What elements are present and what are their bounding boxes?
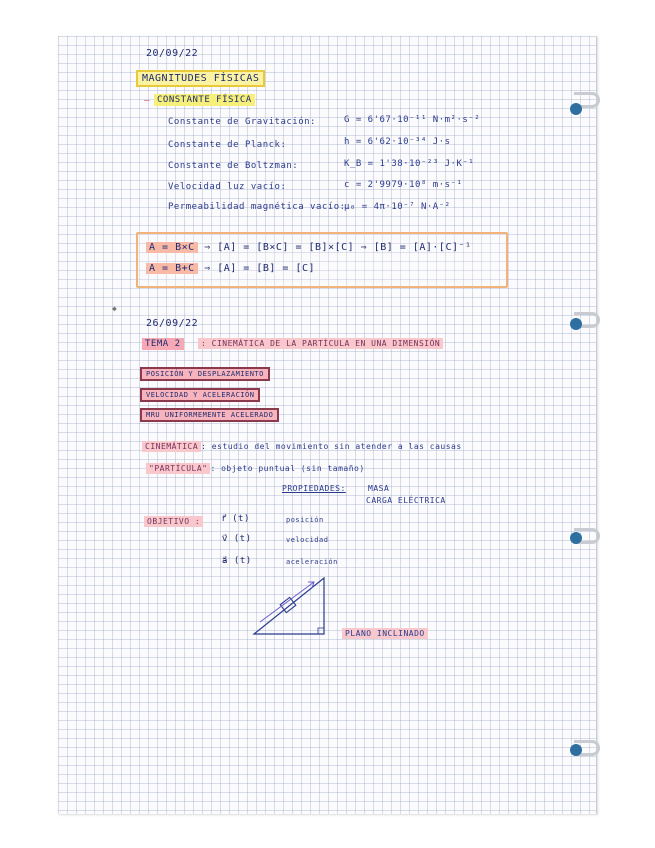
margin-mark: ◆ (112, 304, 118, 313)
subtitle: CONSTANTE FÍSICA (154, 94, 255, 106)
incline-triangle (254, 578, 324, 634)
binder-hole-4 (570, 744, 582, 756)
property-1: MASA (368, 484, 390, 493)
constant-name-3: Velocidad luz vacío: (168, 182, 287, 192)
section-box-3: MRU UNIFORMEMENTE ACELERADO (140, 408, 279, 422)
properties-label: PROPIEDADES: (282, 484, 346, 493)
right-angle-mark (318, 628, 324, 634)
inclined-plane-diagram (248, 574, 334, 638)
date-2: 26/09/22 (146, 318, 199, 329)
topic-label: TEMA 2 (142, 338, 184, 350)
constant-name-2: Constante de Boltzman: (168, 161, 299, 171)
plane-label: PLANO INCLINADO (342, 628, 428, 639)
objetivo-symbol-0: r⃗ (t) (222, 514, 250, 524)
definition-2-text: : objeto puntual (sin tamaño) (210, 464, 365, 473)
definition-2-term: "PARTÍCULA" (146, 463, 210, 474)
constant-value-0: G = 6'67·10⁻¹¹ N·m²·s⁻² (344, 115, 481, 125)
constant-value-1: h = 6'62·10⁻³⁴ J·s (344, 137, 451, 147)
constant-name-4: Permeabilidad magnética vacío: (168, 202, 346, 212)
objetivo-meaning-1: velocidad (286, 536, 329, 544)
formula-line-2 (146, 263, 315, 274)
binder-hole-2 (570, 318, 582, 330)
constant-name-1: Constante de Planck: (168, 140, 287, 150)
section-box-2: VELOCIDAD Y ACELERACIÓN (140, 388, 260, 402)
formula-1-label: A = B×C (146, 242, 198, 253)
objetivo-meaning-2: aceleración (286, 558, 338, 566)
objetivo-symbol-2: a⃗ (t) (222, 556, 252, 566)
binder-hole-1 (570, 103, 582, 115)
formula-line-1 (146, 242, 472, 253)
velocity-arrow (260, 582, 314, 622)
objetivo-meaning-0: posición (286, 516, 324, 524)
constant-value-2: K_B = 1'38·10⁻²³ J·K⁻¹ (344, 159, 475, 169)
formula-2-rest: ⇒ [A] = [B] = [C] (204, 263, 316, 274)
section-box-1: POSICIÓN Y DESPLAZAMIENTO (140, 367, 270, 381)
objetivo-label: OBJETIVO : (144, 516, 203, 527)
constant-value-3: c = 2'9979·10⁸ m·s⁻¹ (344, 180, 463, 190)
definition-2 (146, 464, 365, 473)
subtitle-bullet: – (144, 96, 150, 106)
binder-hole-3 (570, 532, 582, 544)
date-1: 20/09/22 (146, 48, 199, 59)
definition-1 (142, 442, 462, 451)
topic-title: : CINEMÁTICA DE LA PARTÍCULA EN UNA DIMENSIÓN (198, 338, 443, 349)
definition-1-term: CINEMÁTICA (142, 441, 201, 452)
page-title: MAGNITUDES FÍSICAS (136, 70, 265, 87)
formula-box (136, 232, 508, 288)
property-2: CARGA ELÉCTRICA (366, 496, 446, 505)
definition-1-text: : estudio del movimiento sin atender a las causas (201, 442, 462, 451)
constant-name-0: Constante de Gravitación: (168, 117, 316, 127)
formula-2-label: A = B+C (146, 263, 198, 274)
constant-value-4: μ₀ = 4π·10⁻⁷ N·A⁻² (344, 202, 451, 212)
formula-1-rest: ⇒ [A] = [B×C] = [B]×[C] ⇒ [B] = [A]·[C]⁻¹ (204, 242, 472, 253)
objetivo-symbol-1: v⃗ (t) (222, 534, 252, 544)
notebook-page (58, 36, 597, 814)
